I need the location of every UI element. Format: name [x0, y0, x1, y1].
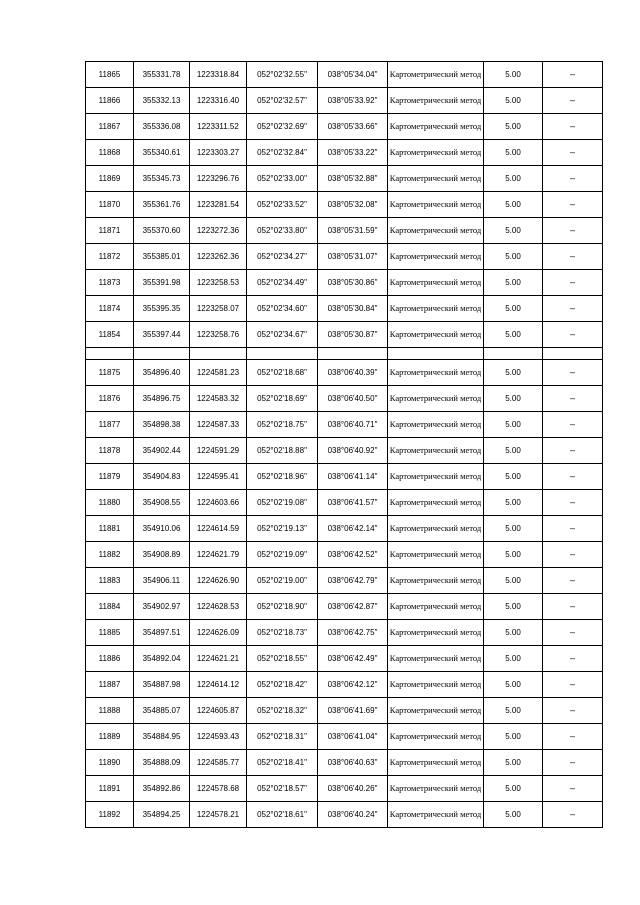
longitude-cell: 038°06'40.39": [318, 360, 388, 386]
latitude-cell: 052°02'18.42": [247, 672, 318, 698]
table-row: [86, 776, 603, 802]
y-coordinate-cell: 1223258.76: [190, 322, 247, 348]
x-coordinate-cell: 354892.86: [134, 776, 190, 802]
latitude-cell: 052°02'32.84": [247, 140, 318, 166]
method-cell: Картометрический метод: [388, 270, 484, 296]
y-coordinate-cell: 1224614.59: [190, 516, 247, 542]
y-coordinate-cell: 1224626.90: [190, 568, 247, 594]
latitude-cell: 052°02'18.88": [247, 438, 318, 464]
x-coordinate-cell: 355370.60: [134, 218, 190, 244]
point-number-cell: 11865: [86, 62, 134, 88]
accuracy-cell: 5.00: [484, 568, 543, 594]
latitude-cell: 052°02'18.73": [247, 620, 318, 646]
note-cell: –: [543, 166, 603, 192]
table-row: [86, 386, 603, 412]
accuracy-cell: 5.00: [484, 516, 543, 542]
note-cell: –: [543, 360, 603, 386]
accuracy-cell: 5.00: [484, 322, 543, 348]
method-cell: Картометрический метод: [388, 322, 484, 348]
note-cell: –: [543, 516, 603, 542]
method-cell: Картометрический метод: [388, 542, 484, 568]
point-number-cell: 11878: [86, 438, 134, 464]
note-cell: –: [543, 192, 603, 218]
point-number-cell: 11892: [86, 802, 134, 828]
longitude-cell: 038°06'40.71": [318, 412, 388, 438]
note-cell: –: [543, 620, 603, 646]
accuracy-cell: 5.00: [484, 88, 543, 114]
accuracy-cell: 5.00: [484, 750, 543, 776]
table-row: [86, 750, 603, 776]
y-coordinate-cell: 1224626.09: [190, 620, 247, 646]
x-coordinate-cell: 355385.01: [134, 244, 190, 270]
latitude-cell: 052°02'19.09": [247, 542, 318, 568]
accuracy-cell: 5.00: [484, 542, 543, 568]
y-coordinate-cell: 1223318.84: [190, 62, 247, 88]
accuracy-cell: 5.00: [484, 464, 543, 490]
table-row: [86, 542, 603, 568]
table-row: [86, 296, 603, 322]
empty-cell: [543, 348, 603, 360]
point-number-cell: 11887: [86, 672, 134, 698]
accuracy-cell: 5.00: [484, 244, 543, 270]
note-cell: –: [543, 114, 603, 140]
y-coordinate-cell: 1224585.77: [190, 750, 247, 776]
x-coordinate-cell: 355331.78: [134, 62, 190, 88]
point-number-cell: 11876: [86, 386, 134, 412]
table-row: [86, 620, 603, 646]
latitude-cell: 052°02'18.41": [247, 750, 318, 776]
y-coordinate-cell: 1224581.23: [190, 360, 247, 386]
note-cell: –: [543, 802, 603, 828]
table-row: [86, 360, 603, 386]
accuracy-cell: 5.00: [484, 412, 543, 438]
y-coordinate-cell: 1224593.43: [190, 724, 247, 750]
longitude-cell: 038°05'34.04": [318, 62, 388, 88]
note-cell: –: [543, 750, 603, 776]
empty-cell: [484, 348, 543, 360]
latitude-cell: 052°02'19.13": [247, 516, 318, 542]
separator-row: [86, 348, 603, 360]
method-cell: Картометрический метод: [388, 516, 484, 542]
latitude-cell: 052°02'18.68": [247, 360, 318, 386]
point-number-cell: 11888: [86, 698, 134, 724]
table-body: [86, 62, 603, 828]
y-coordinate-cell: 1223316.40: [190, 88, 247, 114]
method-cell: Картометрический метод: [388, 218, 484, 244]
table-row: [86, 594, 603, 620]
y-coordinate-cell: 1224614.12: [190, 672, 247, 698]
table-row: [86, 114, 603, 140]
method-cell: Картометрический метод: [388, 776, 484, 802]
latitude-cell: 052°02'18.31": [247, 724, 318, 750]
latitude-cell: 052°02'33.80": [247, 218, 318, 244]
latitude-cell: 052°02'18.61": [247, 802, 318, 828]
method-cell: Картометрический метод: [388, 646, 484, 672]
note-cell: –: [543, 270, 603, 296]
y-coordinate-cell: 1224578.68: [190, 776, 247, 802]
table-row: [86, 62, 603, 88]
note-cell: –: [543, 244, 603, 270]
note-cell: –: [543, 490, 603, 516]
latitude-cell: 052°02'34.60": [247, 296, 318, 322]
method-cell: Картометрический метод: [388, 490, 484, 516]
longitude-cell: 038°05'32.88": [318, 166, 388, 192]
longitude-cell: 038°06'40.26": [318, 776, 388, 802]
method-cell: Картометрический метод: [388, 724, 484, 750]
point-number-cell: 11885: [86, 620, 134, 646]
table-row: [86, 464, 603, 490]
longitude-cell: 038°06'40.24": [318, 802, 388, 828]
accuracy-cell: 5.00: [484, 296, 543, 322]
accuracy-cell: 5.00: [484, 140, 543, 166]
table-row: [86, 698, 603, 724]
latitude-cell: 052°02'33.00": [247, 166, 318, 192]
latitude-cell: 052°02'18.69": [247, 386, 318, 412]
table-row: [86, 270, 603, 296]
longitude-cell: 038°06'42.12": [318, 672, 388, 698]
table-row: [86, 490, 603, 516]
latitude-cell: 052°02'18.90": [247, 594, 318, 620]
y-coordinate-cell: 1223281.54: [190, 192, 247, 218]
point-number-cell: 11877: [86, 412, 134, 438]
latitude-cell: 052°02'33.52": [247, 192, 318, 218]
longitude-cell: 038°06'42.79": [318, 568, 388, 594]
latitude-cell: 052°02'18.75": [247, 412, 318, 438]
x-coordinate-cell: 354898.38: [134, 412, 190, 438]
accuracy-cell: 5.00: [484, 646, 543, 672]
table-row: [86, 516, 603, 542]
method-cell: Картометрический метод: [388, 438, 484, 464]
x-coordinate-cell: 354902.44: [134, 438, 190, 464]
point-number-cell: 11870: [86, 192, 134, 218]
x-coordinate-cell: 355336.08: [134, 114, 190, 140]
x-coordinate-cell: 355332.13: [134, 88, 190, 114]
table-row: [86, 140, 603, 166]
y-coordinate-cell: 1223258.53: [190, 270, 247, 296]
table-row: [86, 568, 603, 594]
latitude-cell: 052°02'18.96": [247, 464, 318, 490]
table-row: [86, 88, 603, 114]
empty-cell: [318, 348, 388, 360]
point-number-cell: 11875: [86, 360, 134, 386]
method-cell: Картометрический метод: [388, 244, 484, 270]
y-coordinate-cell: 1224583.32: [190, 386, 247, 412]
latitude-cell: 052°02'34.67": [247, 322, 318, 348]
x-coordinate-cell: 354885.07: [134, 698, 190, 724]
point-number-cell: 11890: [86, 750, 134, 776]
point-number-cell: 11881: [86, 516, 134, 542]
method-cell: Картометрический метод: [388, 802, 484, 828]
latitude-cell: 052°02'19.08": [247, 490, 318, 516]
x-coordinate-cell: 354904.83: [134, 464, 190, 490]
x-coordinate-cell: 355340.61: [134, 140, 190, 166]
x-coordinate-cell: 354894.25: [134, 802, 190, 828]
latitude-cell: 052°02'32.69": [247, 114, 318, 140]
x-coordinate-cell: 355395.35: [134, 296, 190, 322]
point-number-cell: 11880: [86, 490, 134, 516]
longitude-cell: 038°06'41.69": [318, 698, 388, 724]
accuracy-cell: 5.00: [484, 270, 543, 296]
y-coordinate-cell: 1224587.33: [190, 412, 247, 438]
empty-cell: [388, 348, 484, 360]
point-number-cell: 11854: [86, 322, 134, 348]
y-coordinate-cell: 1223258.07: [190, 296, 247, 322]
longitude-cell: 038°05'33.66": [318, 114, 388, 140]
x-coordinate-cell: 355361.76: [134, 192, 190, 218]
point-number-cell: 11889: [86, 724, 134, 750]
longitude-cell: 038°05'31.07": [318, 244, 388, 270]
x-coordinate-cell: 355391.98: [134, 270, 190, 296]
method-cell: Картометрический метод: [388, 672, 484, 698]
note-cell: –: [543, 218, 603, 244]
longitude-cell: 038°05'33.22": [318, 140, 388, 166]
accuracy-cell: 5.00: [484, 776, 543, 802]
note-cell: –: [543, 88, 603, 114]
table-row: [86, 724, 603, 750]
y-coordinate-cell: 1224621.79: [190, 542, 247, 568]
accuracy-cell: 5.00: [484, 386, 543, 412]
point-number-cell: 11879: [86, 464, 134, 490]
accuracy-cell: 5.00: [484, 218, 543, 244]
longitude-cell: 038°06'42.49": [318, 646, 388, 672]
note-cell: –: [543, 594, 603, 620]
point-number-cell: 11873: [86, 270, 134, 296]
longitude-cell: 038°06'40.92": [318, 438, 388, 464]
longitude-cell: 038°06'42.52": [318, 542, 388, 568]
note-cell: –: [543, 438, 603, 464]
y-coordinate-cell: 1224578.21: [190, 802, 247, 828]
method-cell: Картометрический метод: [388, 594, 484, 620]
x-coordinate-cell: 354896.75: [134, 386, 190, 412]
point-number-cell: 11868: [86, 140, 134, 166]
accuracy-cell: 5.00: [484, 620, 543, 646]
point-number-cell: 11869: [86, 166, 134, 192]
note-cell: –: [543, 672, 603, 698]
latitude-cell: 052°02'18.32": [247, 698, 318, 724]
y-coordinate-cell: 1224591.29: [190, 438, 247, 464]
longitude-cell: 038°05'30.87": [318, 322, 388, 348]
longitude-cell: 038°06'42.75": [318, 620, 388, 646]
x-coordinate-cell: 354906.11: [134, 568, 190, 594]
latitude-cell: 052°02'32.57": [247, 88, 318, 114]
accuracy-cell: 5.00: [484, 114, 543, 140]
longitude-cell: 038°05'31.59": [318, 218, 388, 244]
note-cell: –: [543, 464, 603, 490]
latitude-cell: 052°02'18.57": [247, 776, 318, 802]
coordinates-table: [85, 61, 603, 828]
y-coordinate-cell: 1224621.21: [190, 646, 247, 672]
accuracy-cell: 5.00: [484, 360, 543, 386]
y-coordinate-cell: 1224605.87: [190, 698, 247, 724]
method-cell: Картометрический метод: [388, 192, 484, 218]
method-cell: Картометрический метод: [388, 568, 484, 594]
longitude-cell: 038°06'41.14": [318, 464, 388, 490]
method-cell: Картометрический метод: [388, 360, 484, 386]
x-coordinate-cell: 354896.40: [134, 360, 190, 386]
note-cell: –: [543, 776, 603, 802]
point-number-cell: 11891: [86, 776, 134, 802]
longitude-cell: 038°06'41.57": [318, 490, 388, 516]
point-number-cell: 11884: [86, 594, 134, 620]
accuracy-cell: 5.00: [484, 698, 543, 724]
accuracy-cell: 5.00: [484, 192, 543, 218]
point-number-cell: 11874: [86, 296, 134, 322]
longitude-cell: 038°05'33.92": [318, 88, 388, 114]
point-number-cell: 11883: [86, 568, 134, 594]
y-coordinate-cell: 1224603.66: [190, 490, 247, 516]
empty-cell: [247, 348, 318, 360]
longitude-cell: 038°06'41.04": [318, 724, 388, 750]
longitude-cell: 038°06'40.63": [318, 750, 388, 776]
longitude-cell: 038°06'40.50": [318, 386, 388, 412]
note-cell: –: [543, 724, 603, 750]
method-cell: Картометрический метод: [388, 698, 484, 724]
note-cell: –: [543, 568, 603, 594]
accuracy-cell: 5.00: [484, 438, 543, 464]
method-cell: Картометрический метод: [388, 296, 484, 322]
note-cell: –: [543, 542, 603, 568]
x-coordinate-cell: 354902.97: [134, 594, 190, 620]
latitude-cell: 052°02'19.00": [247, 568, 318, 594]
accuracy-cell: 5.00: [484, 594, 543, 620]
point-number-cell: 11882: [86, 542, 134, 568]
note-cell: –: [543, 62, 603, 88]
point-number-cell: 11866: [86, 88, 134, 114]
method-cell: Картометрический метод: [388, 114, 484, 140]
longitude-cell: 038°05'32.08": [318, 192, 388, 218]
accuracy-cell: 5.00: [484, 724, 543, 750]
x-coordinate-cell: 355345.73: [134, 166, 190, 192]
latitude-cell: 052°02'34.49": [247, 270, 318, 296]
note-cell: –: [543, 646, 603, 672]
accuracy-cell: 5.00: [484, 62, 543, 88]
method-cell: Картометрический метод: [388, 62, 484, 88]
table-row: [86, 218, 603, 244]
table-row: [86, 192, 603, 218]
latitude-cell: 052°02'34.27": [247, 244, 318, 270]
method-cell: Картометрический метод: [388, 166, 484, 192]
y-coordinate-cell: 1224595.41: [190, 464, 247, 490]
note-cell: –: [543, 140, 603, 166]
x-coordinate-cell: 354888.09: [134, 750, 190, 776]
method-cell: Картометрический метод: [388, 88, 484, 114]
empty-cell: [190, 348, 247, 360]
table-row: [86, 646, 603, 672]
x-coordinate-cell: 354884.95: [134, 724, 190, 750]
table-row: [86, 166, 603, 192]
latitude-cell: 052°02'18.55": [247, 646, 318, 672]
accuracy-cell: 5.00: [484, 166, 543, 192]
table-row: [86, 672, 603, 698]
method-cell: Картометрический метод: [388, 140, 484, 166]
table-row: [86, 802, 603, 828]
point-number-cell: 11886: [86, 646, 134, 672]
x-coordinate-cell: 354897.51: [134, 620, 190, 646]
table-row: [86, 412, 603, 438]
x-coordinate-cell: 354908.89: [134, 542, 190, 568]
y-coordinate-cell: 1223272.36: [190, 218, 247, 244]
note-cell: –: [543, 322, 603, 348]
longitude-cell: 038°06'42.14": [318, 516, 388, 542]
y-coordinate-cell: 1224628.53: [190, 594, 247, 620]
accuracy-cell: 5.00: [484, 802, 543, 828]
longitude-cell: 038°05'30.86": [318, 270, 388, 296]
x-coordinate-cell: 354908.55: [134, 490, 190, 516]
empty-cell: [134, 348, 190, 360]
method-cell: Картометрический метод: [388, 620, 484, 646]
x-coordinate-cell: 354887.98: [134, 672, 190, 698]
method-cell: Картометрический метод: [388, 464, 484, 490]
y-coordinate-cell: 1223296.76: [190, 166, 247, 192]
x-coordinate-cell: 354892.04: [134, 646, 190, 672]
point-number-cell: 11871: [86, 218, 134, 244]
table-row: [86, 438, 603, 464]
note-cell: –: [543, 296, 603, 322]
y-coordinate-cell: 1223311.52: [190, 114, 247, 140]
y-coordinate-cell: 1223303.27: [190, 140, 247, 166]
accuracy-cell: 5.00: [484, 672, 543, 698]
point-number-cell: 11872: [86, 244, 134, 270]
method-cell: Картометрический метод: [388, 386, 484, 412]
table-row: [86, 244, 603, 270]
note-cell: –: [543, 386, 603, 412]
longitude-cell: 038°05'30.84": [318, 296, 388, 322]
longitude-cell: 038°06'42.87": [318, 594, 388, 620]
y-coordinate-cell: 1223262.36: [190, 244, 247, 270]
table-row: [86, 322, 603, 348]
accuracy-cell: 5.00: [484, 490, 543, 516]
note-cell: –: [543, 412, 603, 438]
method-cell: Картометрический метод: [388, 750, 484, 776]
empty-cell: [86, 348, 134, 360]
latitude-cell: 052°02'32.55": [247, 62, 318, 88]
note-cell: –: [543, 698, 603, 724]
x-coordinate-cell: 354910.06: [134, 516, 190, 542]
point-number-cell: 11867: [86, 114, 134, 140]
x-coordinate-cell: 355397.44: [134, 322, 190, 348]
method-cell: Картометрический метод: [388, 412, 484, 438]
